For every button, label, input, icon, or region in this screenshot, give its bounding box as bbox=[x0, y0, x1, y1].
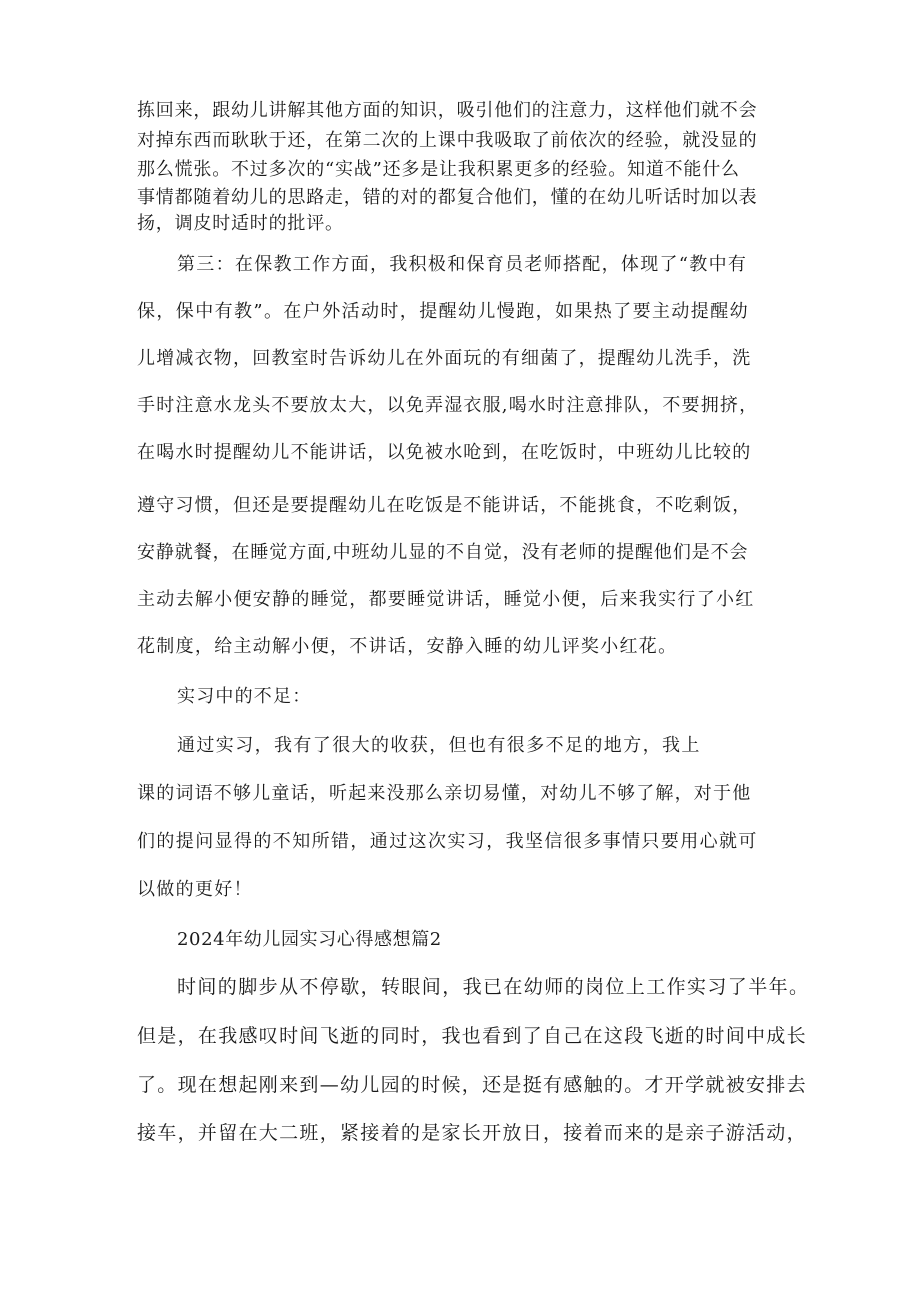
text-line: 手时注意水龙头不要放太大，以免弄湿衣服,喝水时注意排队，不要拥挤， bbox=[137, 395, 759, 416]
text-line: 保，保中有教”。在户外活动时，提醒幼儿慢跑，如果热了要主动提醒幼 bbox=[137, 301, 749, 322]
text-line: 拣回来，跟幼儿讲解其他方面的知识，吸引他们的注意力，这样他们就不会 bbox=[137, 100, 758, 121]
article-title: 2024年幼儿园实习心得感想篇2 bbox=[177, 929, 442, 950]
text-line: 事情都随着幼儿的思路走，错的对的都复合他们，懂的在幼儿听话时加以表 bbox=[137, 187, 758, 208]
text-line: 通过实习，我有了很大的收获，但也有很多不足的地方，我上 bbox=[177, 735, 701, 756]
text-line: 遵守习惯，但还是要提醒幼儿在吃饭是不能讲话，不能挑食，不吃剩饭， bbox=[137, 495, 752, 516]
text-line: 儿增减衣物，回教室时告诉幼儿在外面玩的有细菌了，提醒幼儿洗手，洗 bbox=[137, 348, 752, 369]
text-line: 扬，调皮时适时的批评。 bbox=[137, 213, 344, 234]
text-line: 时间的脚步从不停歇，转眼间，我已在幼师的岗位上工作实习了半年。 bbox=[177, 976, 810, 998]
section-heading: 实习中的不足： bbox=[177, 686, 312, 707]
text-line: 安静就餐，在睡觉方面,中班幼儿显的不自觉，没有老师的提醒他们是不会 bbox=[137, 542, 749, 563]
text-line: 但是，在我感叹时间飞逝的同时，我也看到了自己在这段飞逝的时间中成长 bbox=[137, 1025, 807, 1047]
text-line: 了。现在想起刚来到—幼儿园的时候，还是挺有感触的。才开学就被安排去 bbox=[137, 1074, 807, 1096]
text-line: 接车，并留在大二班，紧接着的是家长开放日，接着而来的是亲子游活动， bbox=[137, 1122, 807, 1144]
text-line: 们的提问显得的不知所错，通过这次实习，我坚信很多事情只要用心就可 bbox=[137, 831, 758, 852]
text-line: 第三：在保教工作方面，我积极和保育员老师搭配，体现了“教中有 bbox=[177, 254, 748, 275]
text-line: 花制度，给主动解小便，不讲话，安静入睡的幼儿评奖小红花。 bbox=[137, 636, 678, 657]
text-line: 在喝水时提醒幼儿不能讲话，以免被水呛到，在吃饭时，中班幼儿比较的 bbox=[137, 442, 752, 463]
text-line: 对掉东西而耿耿于还，在第二次的上课中我吸取了前依次的经验，就没显的 bbox=[137, 130, 758, 151]
text-line: 以做的更好！ bbox=[137, 879, 253, 900]
text-line: 那么慌张。不过多次的“实战”还多是让我积累更多的经验。知道不能什么 bbox=[137, 159, 740, 180]
text-line: 主动去解小便安静的睡觉，都要睡觉讲话，睡觉小便，后来我实行了小红 bbox=[137, 589, 755, 610]
text-line: 课的词语不够儿童话，听起来没那么亲切易懂，对幼儿不够了解，对于他 bbox=[137, 783, 752, 804]
